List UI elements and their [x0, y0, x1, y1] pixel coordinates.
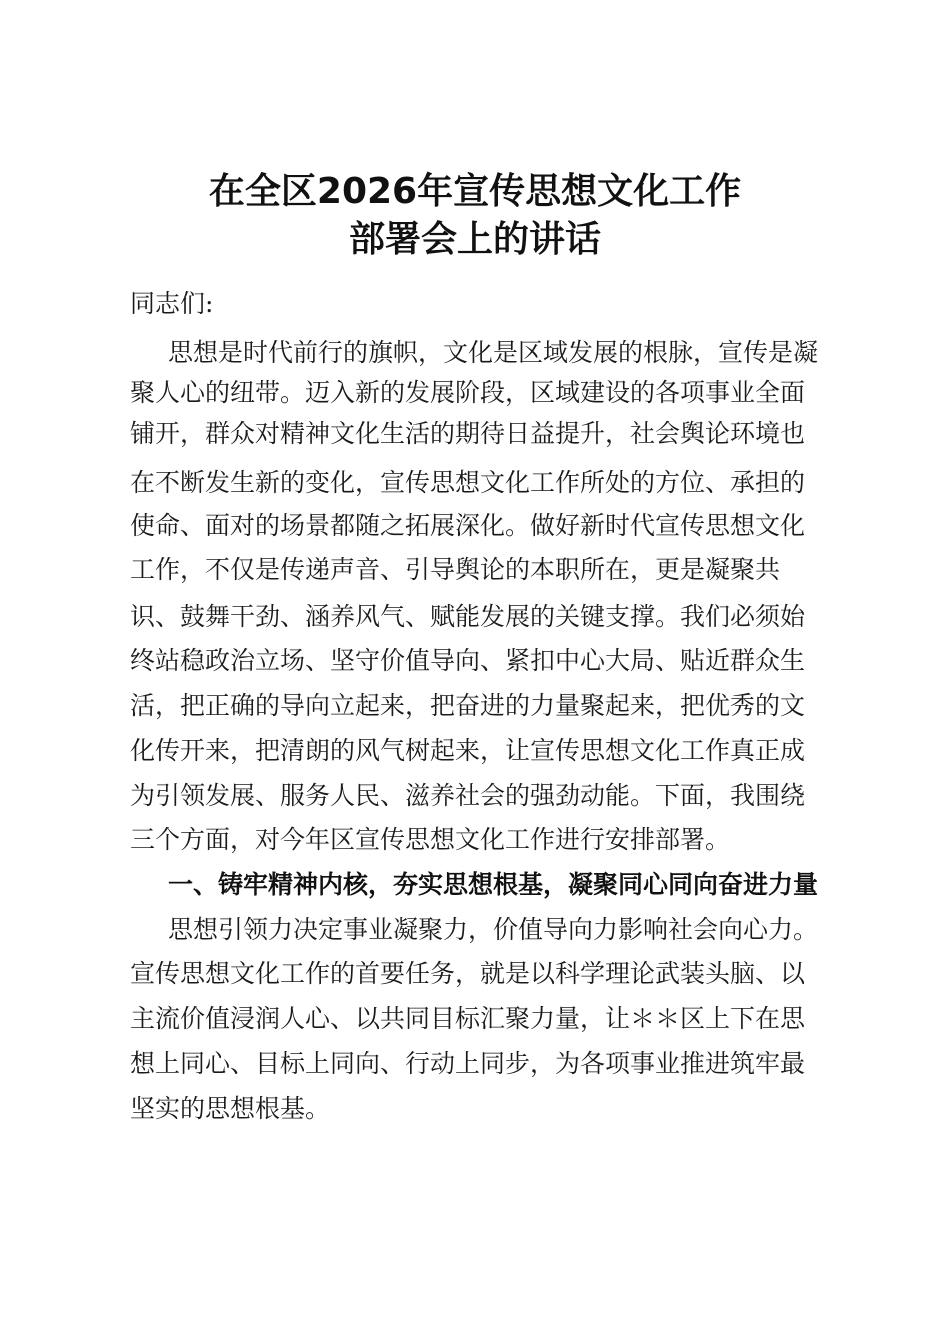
- section-1-line: 思想引领力决定事业凝聚力，价值导向力影响社会向心力。: [168, 915, 819, 944]
- salutation: 同志们:: [130, 289, 214, 318]
- paragraph-1-line: 在不断发生新的变化，宣传思想文化工作所处的方位、承担的: [130, 468, 806, 497]
- section-1-heading: 一、铸牢精神内核，夯实思想根基，凝聚同心同向奋进力量: [168, 870, 819, 899]
- paragraph-1-line: 识、鼓舞干劲、涵养风气、赋能发展的关键支撑。我们必须始: [130, 602, 806, 631]
- document-title-line-2: 部署会上的讲话: [348, 219, 601, 260]
- section-1-line: 主流价值浸润人心、以共同目标汇聚力量，让＊＊区上下在思: [130, 1004, 806, 1033]
- paragraph-1-line: 活，把正确的导向立起来，把奋进的力量聚起来，把优秀的文: [130, 691, 806, 720]
- paragraph-1-line: 化传开来，把清朗的风气树起来，让宣传思想文化工作真正成: [130, 736, 806, 765]
- paragraph-1-line: 聚人心的纽带。迈入新的发展阶段，区域建设的各项事业全面: [130, 378, 806, 407]
- section-1-line: 宣传思想文化工作的首要任务，就是以科学理论武装头脑、以: [130, 959, 806, 988]
- paragraph-1-line: 使命、面对的场景都随之拓展深化。做好新时代宣传思想文化: [130, 511, 806, 540]
- document-title-line-1: 在全区2026年宣传思想文化工作: [208, 171, 742, 212]
- paragraph-1-line: 三个方面，对今年区宣传思想文化工作进行安排部署。: [130, 825, 731, 854]
- paragraph-1-line: 终站稳政治立场、坚守价值导向、紧扣中心大局、贴近群众生: [130, 646, 806, 675]
- section-1-line: 想上同心、目标上同向、行动上同步，为各项事业推进筑牢最: [130, 1049, 806, 1078]
- paragraph-1-line: 思想是时代前行的旗帜，文化是区域发展的根脉，宣传是凝: [168, 338, 819, 367]
- paragraph-1-line: 工作，不仅是传递声音、引导舆论的本职所在，更是凝聚共: [130, 555, 781, 584]
- section-1-line: 坚实的思想根基。: [130, 1094, 331, 1123]
- paragraph-1-line: 为引领发展、服务人民、滋养社会的强劲动能。下面，我围绕: [130, 781, 806, 810]
- paragraph-1-line: 铺开，群众对精神文化生活的期待日益提升，社会舆论环境也: [130, 419, 806, 448]
